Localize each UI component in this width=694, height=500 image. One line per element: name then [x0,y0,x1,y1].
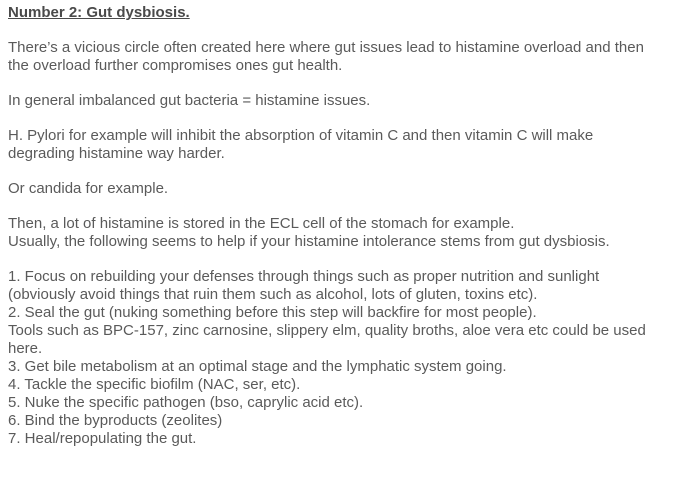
paragraph-line: There’s a vicious circle often created here where gut issues lead to histamine overload and then [8,39,644,56]
list-item: 6. Bind the byproducts (zeolites) [8,412,223,429]
paragraph-h-pylori [8,127,688,163]
paragraph-vicious-circle [8,39,688,75]
list-item: 2. Seal the gut (nuking something before this step will backfire for most people). [8,304,537,321]
paragraph-ecl-cell [8,215,688,251]
paragraph-candida [8,180,688,198]
paragraph-line: the overload further compromises ones gut health. [8,57,343,74]
list-item: 1. Focus on rebuilding your defenses through things such as proper nutrition and sunlight [8,268,600,285]
paragraph-line: Or candida for example. [8,180,169,197]
list-item: (obviously avoid things that ruin them such as alcohol, lots of gluten, toxins etc). [8,286,538,303]
list-item: 3. Get bile metabolism at an optimal stage and the lymphatic system going. [8,358,507,375]
paragraph-line: Usually, the following seems to help if your histamine intolerance stems from gut dysbiosis. [8,233,610,250]
paragraph-line: In general imbalanced gut bacteria = histamine issues. [8,92,371,109]
article-body [8,4,688,448]
paragraph-line: H. Pylori for example will inhibit the absorption of vitamin C and then vitamin C will make [8,127,594,144]
list-item: 5. Nuke the specific pathogen (bso, caprylic acid etc). [8,394,364,411]
list-item: 7. Heal/repopulating the gut. [8,430,197,447]
section-heading: Number 2: Gut dysbiosis. [8,4,190,21]
list-item: 4. Tackle the specific biofilm (NAC, ser, etc). [8,376,301,393]
list-item: here. [8,340,43,357]
paragraph-line: degrading histamine way harder. [8,145,225,162]
steps-list [8,268,688,448]
list-item: Tools such as BPC-157, zinc carnosine, slippery elm, quality broths, aloe vera etc could be used [8,322,646,339]
paragraph-imbalanced-bacteria [8,92,688,110]
paragraph-line: Then, a lot of histamine is stored in the ECL cell of the stomach for example. [8,215,515,232]
